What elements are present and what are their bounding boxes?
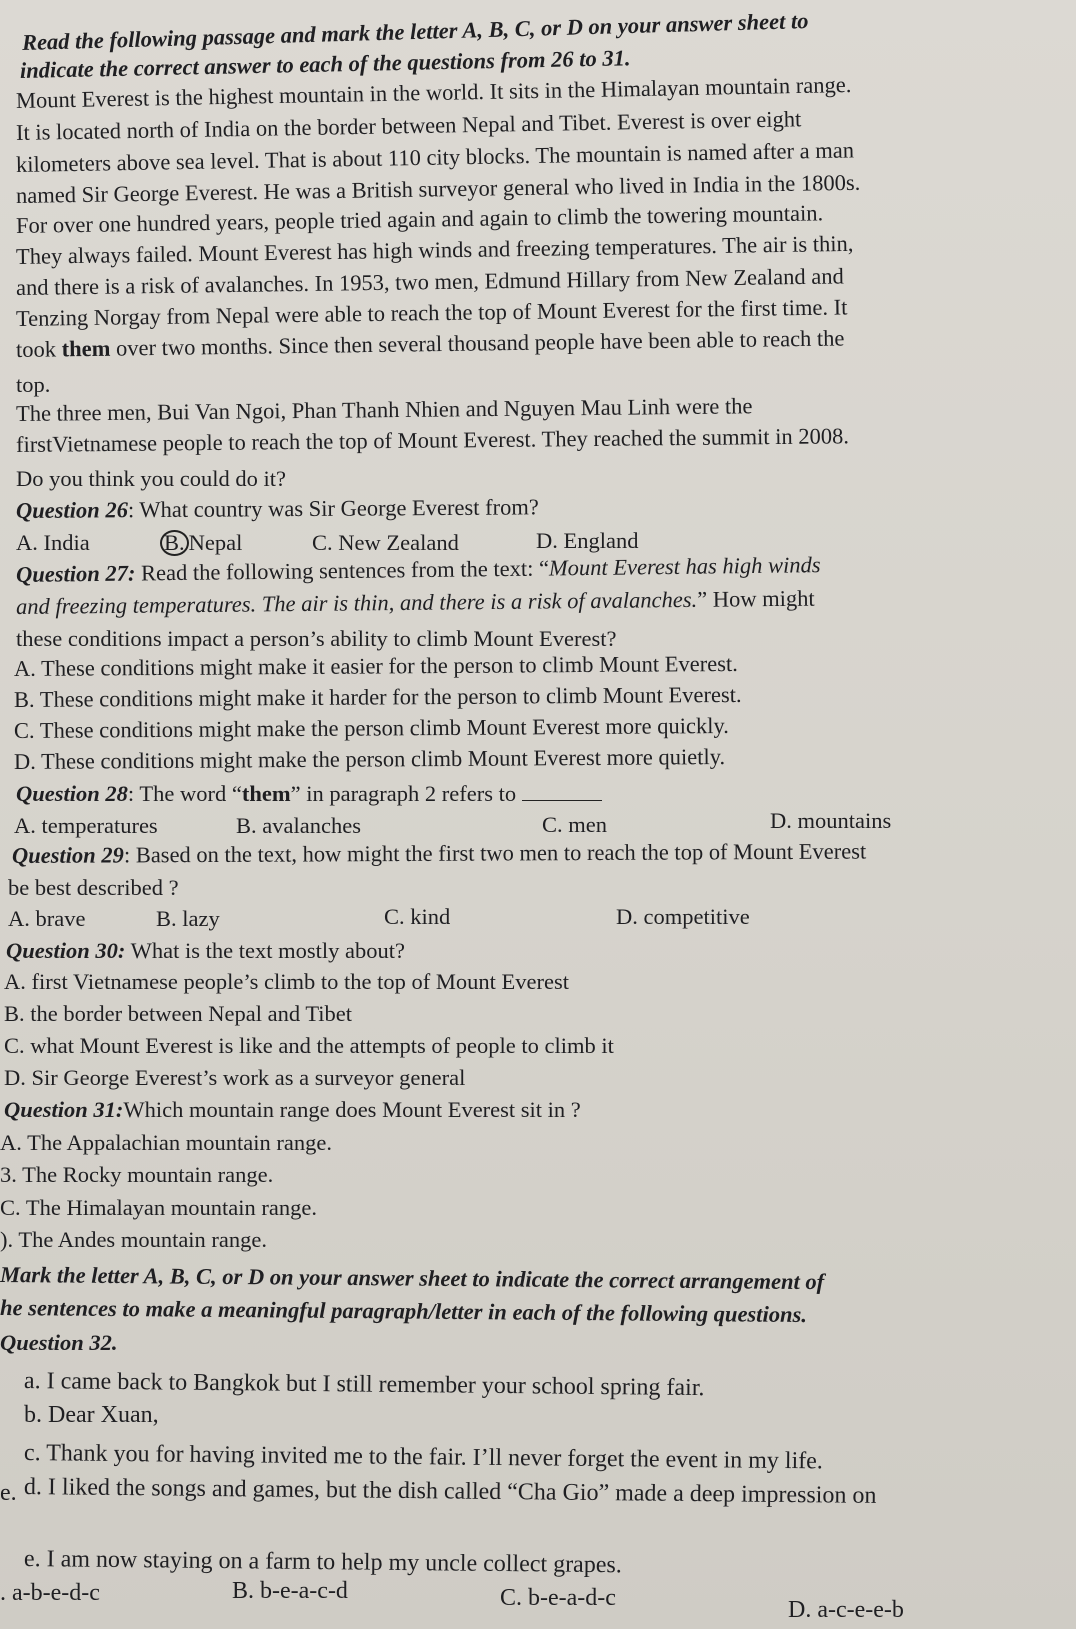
passage-line: named Sir George Everest. He was a British surveyor general who lived in India in the 1800s. — [15, 169, 861, 208]
q30-option-b[interactable]: B. the border between Nepal and Tibet — [4, 1001, 353, 1026]
referent-word: them — [61, 335, 111, 362]
question-27-line-2: and freezing temperatures. The air is thin, and there is a risk of avalanches.” How might — [15, 585, 815, 619]
question-29-line-2: be best described ? — [8, 875, 179, 900]
q28-option-d[interactable]: D. mountains — [770, 808, 892, 833]
q29-option-d[interactable]: D. competitive — [616, 904, 750, 929]
passage-line: For over one hundred years, people tried again and again to climb the towering mountain. — [15, 200, 824, 238]
q31-option-b[interactable]: 3. The Rocky mountain range. — [0, 1162, 274, 1187]
q31-option-a[interactable]: A. The Appalachian mountain range. — [0, 1130, 332, 1155]
passage-line: Do you think you could do it? — [16, 466, 286, 491]
question-26: Question 26: What country was Sir George Everest from? — [15, 494, 539, 523]
arrange-instruction-line-1: Mark the letter A, B, C, or D on your answer sheet to indicate the correct arrangement of — [0, 1262, 825, 1295]
question-29: Question 29: Based on the text, how might the first two men to reach the top of Mount Everest — [11, 838, 867, 868]
answer-blank — [522, 782, 602, 801]
q27-option-a[interactable]: A. These conditions might make it easier for the person to climb Mount Everest. — [13, 650, 738, 681]
question-30: Question 30: What is the text mostly about? — [6, 938, 405, 963]
q32-sentence-c: c. Thank you for having invited me to the fair. I’ll never forget the event in my life. — [23, 1440, 823, 1475]
q30-option-a[interactable]: A. first Vietnamese people’s climb to the top of Mount Everest — [4, 969, 569, 994]
question-32: Question 32. — [0, 1330, 118, 1355]
q26-option-b[interactable]: B. Nepal — [160, 530, 242, 556]
passage-line: They always failed. Mount Everest has high winds and freezing temperatures. The air is thin, — [15, 230, 854, 269]
q32-option-c[interactable]: C. b-e-a-d-c — [500, 1585, 616, 1611]
q28-option-b[interactable]: B. avalanches — [236, 813, 361, 838]
q28-option-c[interactable]: C. men — [542, 812, 607, 837]
arrange-instruction-line-2: he sentences to make a meaningful paragraph/letter in each of the following questions. — [0, 1295, 808, 1328]
q32-sentence-d: d. I liked the songs and games, but the dish called “Cha Gio” made a deep impression on — [23, 1474, 877, 1509]
q31-option-d[interactable]: ). The Andes mountain range. — [0, 1227, 268, 1252]
q29-option-c[interactable]: C. kind — [384, 904, 451, 929]
passage-line: Mount Everest is the highest mountain in the world. It sits in the Himalayan mountain range. — [15, 71, 852, 113]
passage-line: The three men, Bui Van Ngoi, Phan Thanh Nhien and Nguyen Mau Linh were the — [15, 393, 753, 426]
answer-circle: B. — [160, 530, 189, 556]
question-27: Question 27: Read the following sentences from the text: “Mount Everest has high winds — [15, 552, 821, 587]
question-31: Question 31:Which mountain range does Mount Everest sit in ? — [4, 1097, 581, 1122]
q32-sentence-e: e. I am now staying on a farm to help my uncle collect grapes. — [23, 1546, 622, 1579]
reading-instruction-line-1: Read the following passage and mark the letter A, B, C, or D on your answer sheet to — [21, 8, 809, 55]
q32-option-d[interactable]: D. a-c-e-e-b — [788, 1597, 904, 1623]
q29-option-a[interactable]: A. brave — [8, 906, 86, 931]
passage-line: kilometers above sea level. That is about 110 city blocks. The mountain is named after a man — [15, 137, 855, 177]
q30-option-d[interactable]: D. Sir George Everest’s work as a surveyor general — [4, 1065, 466, 1090]
q27-option-b[interactable]: B. These conditions might make it harder for the person to climb Mount Everest. — [13, 681, 742, 712]
q27-option-c[interactable]: C. These conditions might make the person climb Mount Everest more quickly. — [13, 713, 729, 743]
q26-option-a[interactable]: A. India — [16, 530, 90, 555]
q28-option-a[interactable]: A. temperatures — [14, 813, 158, 838]
q32-option-a[interactable]: . a-b-e-d-c — [0, 1580, 100, 1606]
q27-option-d[interactable]: D. These conditions might make the person climb Mount Everest more quietly. — [13, 744, 726, 774]
passage-line: Tenzing Norgay from Nepal were able to reach the top of Mount Everest for the first time. It — [15, 294, 848, 331]
q26-option-c[interactable]: C. New Zealand — [312, 530, 459, 555]
q32-sentence-a: a. I came back to Bangkok but I still remember your school spring fair. — [23, 1368, 705, 1402]
question-27-line-3: these conditions impact a person’s ability to climb Mount Everest? — [16, 626, 617, 651]
passage-line: top. — [16, 372, 51, 397]
passage-line: It is located north of India on the border between Nepal and Tibet. Everest is over eight — [15, 106, 802, 145]
q29-option-b[interactable]: B. lazy — [156, 906, 220, 931]
q30-option-c[interactable]: C. what Mount Everest is like and the attempts of people to climb it — [4, 1033, 614, 1058]
question-28: Question 28: The word “them” in paragraph 2 refers to — [16, 781, 602, 807]
q32-sentence-b: b. Dear Xuan, — [24, 1402, 159, 1428]
q32-sentence-d-wrap: e. — [0, 1480, 17, 1506]
passage-line: firstVietnamese people to reach the top of Mount Everest. They reached the summit in 2008. — [15, 423, 850, 457]
passage-line: took them over two months. Since then several thousand people have been able to reach the — [15, 325, 845, 362]
reading-instruction-line-2: indicate the correct answer to each of the questions from 26 to 31. — [19, 45, 631, 83]
q32-option-b[interactable]: B. b-e-a-c-d — [232, 1578, 348, 1604]
q31-option-c[interactable]: C. The Himalayan mountain range. — [0, 1195, 317, 1220]
q26-option-d[interactable]: D. England — [536, 528, 639, 553]
passage-line: and there is a risk of avalanches. In 1953, two men, Edmund Hillary from New Zealand and — [15, 263, 844, 300]
